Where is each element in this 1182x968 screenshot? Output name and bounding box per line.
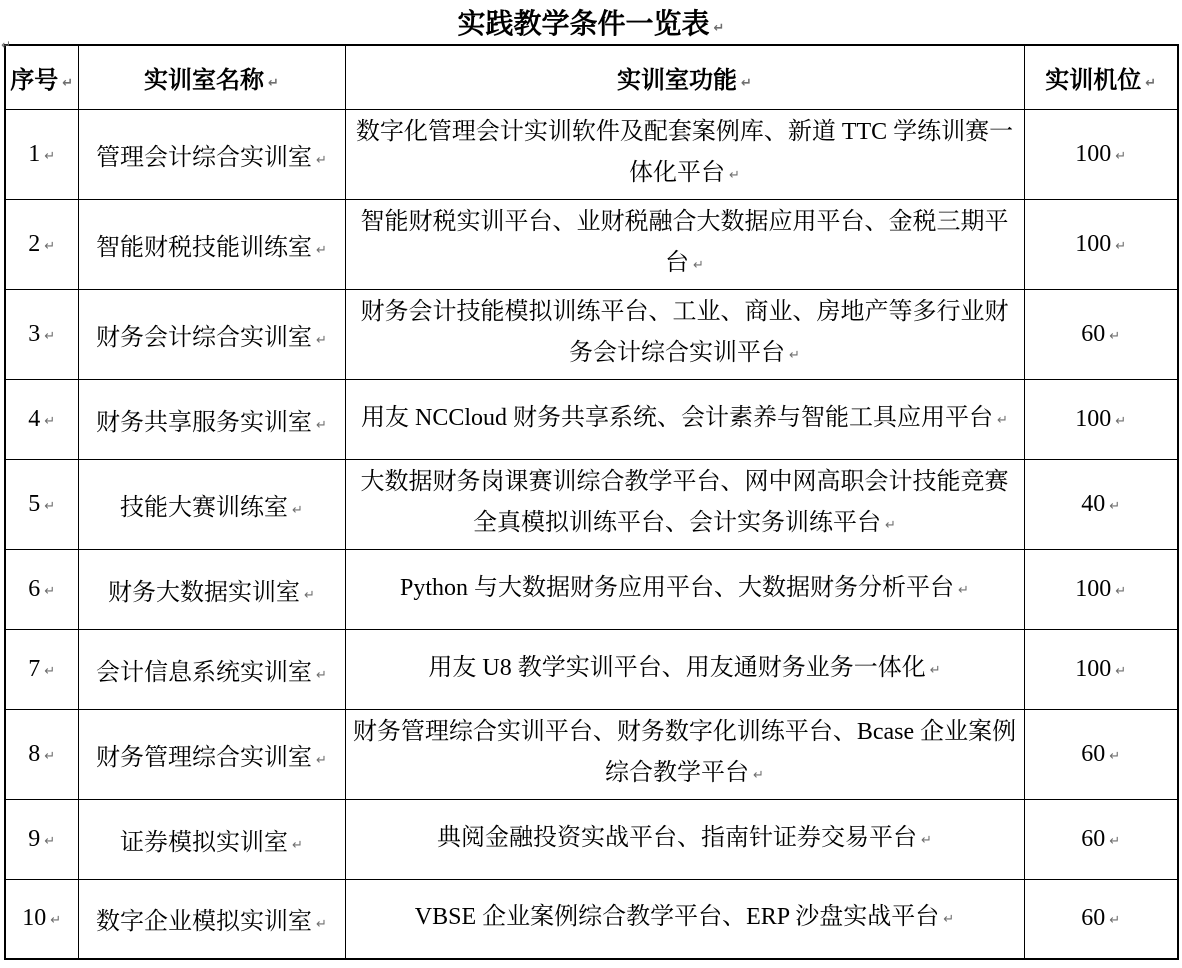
room-name: 证券模拟实训室 [120, 829, 289, 856]
paragraph-mark-icon: ↵ [50, 913, 62, 929]
paragraph-mark-icon: ↵ [943, 912, 955, 928]
room-function: 用友 NCCloud 财务共享系统、会计素养与智能工具应用平台 [361, 404, 994, 431]
room-name: 会计信息系统实训室 [96, 659, 313, 686]
room-function: 用友 U8 教学实训平台、用友通财务业务一体化 [428, 654, 926, 681]
cell-no [5, 709, 78, 799]
row-no: 10 [22, 905, 47, 932]
cell-room-name [78, 549, 345, 629]
room-name: 智能财税技能训练室 [96, 234, 313, 261]
cell-room-function [345, 459, 1024, 549]
cell-seats [1024, 379, 1178, 459]
paragraph-mark-icon: ↵ [44, 413, 56, 429]
cell-room-function [345, 799, 1024, 879]
seats-count: 40 [1081, 490, 1106, 517]
row-no: 2 [28, 230, 41, 257]
cell-seats [1024, 799, 1178, 879]
page-title [0, 0, 1182, 44]
cell-room-function [345, 879, 1024, 959]
cell-no [5, 459, 78, 549]
paragraph-mark-icon: ↵ [1115, 148, 1127, 164]
paragraph-mark-icon: ↵ [789, 348, 800, 363]
header-room-function [345, 45, 1024, 109]
paragraph-mark-icon: ↵ [44, 583, 56, 599]
table-row [5, 289, 1178, 379]
room-name: 财务管理综合实训室 [96, 744, 313, 771]
room-function: 数字化管理会计实训软件及配套案例库、新道 TTC 学练训赛一体化平台 [355, 119, 1014, 186]
paragraph-mark-icon: ↵ [741, 75, 752, 91]
cell-no [5, 549, 78, 629]
room-name: 财务会计综合实训室 [96, 324, 313, 351]
table-row [5, 379, 1178, 459]
room-name: 技能大赛训练室 [120, 494, 289, 521]
table-header-row [5, 45, 1178, 109]
paragraph-mark-icon: ↵ [44, 748, 56, 764]
table-row [5, 109, 1178, 199]
paragraph-mark-icon: ↵ [1115, 238, 1127, 254]
room-name: 财务大数据实训室 [108, 579, 301, 606]
header-room-function-label: 实训室功能 [617, 67, 738, 94]
cell-seats [1024, 629, 1178, 709]
table-row [5, 799, 1178, 879]
header-no-label: 序号 [10, 67, 59, 94]
training-rooms-table [4, 44, 1179, 960]
seats-count: 60 [1081, 905, 1106, 932]
cell-seats [1024, 879, 1178, 959]
page-title-text: 实践教学条件一览表 [457, 8, 710, 39]
cell-no [5, 289, 78, 379]
row-no: 7 [28, 655, 41, 682]
seats-count: 60 [1081, 320, 1106, 347]
paragraph-mark-icon: ↵ [44, 498, 56, 514]
seats-count: 100 [1075, 655, 1112, 682]
paragraph-mark-icon: ↵ [1, 38, 12, 52]
paragraph-mark-icon: ↵ [292, 837, 303, 853]
cell-seats [1024, 289, 1178, 379]
row-no: 4 [28, 405, 41, 432]
room-function: 智能财税实训平台、业财税融合大数据应用平台、金税三期平台 [360, 209, 1009, 276]
cell-seats [1024, 109, 1178, 199]
paragraph-mark-icon: ↵ [44, 148, 56, 164]
cell-no [5, 879, 78, 959]
paragraph-mark-icon: ↵ [316, 242, 327, 258]
row-no: 1 [28, 140, 41, 167]
cell-room-function [345, 289, 1024, 379]
cell-seats [1024, 549, 1178, 629]
paragraph-mark-icon: ↵ [62, 75, 74, 91]
cell-room-name [78, 709, 345, 799]
row-no: 3 [28, 320, 41, 347]
room-name: 管理会计综合实训室 [96, 144, 313, 171]
paragraph-mark-icon: ↵ [885, 518, 896, 533]
cell-room-function [345, 629, 1024, 709]
cell-room-name [78, 629, 345, 709]
paragraph-mark-icon: ↵ [316, 332, 327, 348]
row-no: 9 [28, 825, 41, 852]
paragraph-mark-icon: ↵ [316, 417, 327, 433]
seats-count: 100 [1075, 230, 1112, 257]
room-name: 财务共享服务实训室 [96, 409, 313, 436]
cell-no [5, 109, 78, 199]
paragraph-mark-icon: ↵ [1109, 913, 1121, 929]
paragraph-mark-icon: ↵ [958, 582, 969, 598]
room-function: Python 与大数据财务应用平台、大数据财务分析平台 [400, 574, 955, 601]
paragraph-mark-icon: ↵ [316, 152, 327, 168]
cell-room-function [345, 379, 1024, 459]
room-function: 财务会计技能模拟训练平台、工业、商业、房地产等多行业财务会计综合实训平台 [360, 299, 1009, 366]
cell-no [5, 629, 78, 709]
cell-room-function [345, 109, 1024, 199]
room-function: 典阅金融投资实战平台、指南针证券交易平台 [437, 824, 918, 851]
row-no: 6 [28, 575, 41, 602]
paragraph-mark-icon: ↵ [292, 502, 303, 518]
paragraph-mark-icon: ↵ [268, 75, 279, 91]
row-no: 5 [28, 490, 41, 517]
cell-room-name [78, 879, 345, 959]
table-row [5, 709, 1178, 799]
paragraph-mark-icon: ↵ [1109, 833, 1121, 849]
cell-room-name [78, 289, 345, 379]
cell-no [5, 379, 78, 459]
seats-count: 60 [1081, 825, 1106, 852]
header-room-name-label: 实训室名称 [144, 67, 265, 94]
header-seats [1024, 45, 1178, 109]
table-row [5, 199, 1178, 289]
cell-room-name [78, 379, 345, 459]
paragraph-mark-icon: ↵ [1115, 663, 1127, 679]
table-row [5, 629, 1178, 709]
header-room-name [78, 45, 345, 109]
paragraph-mark-icon: ↵ [1109, 498, 1121, 514]
room-function: 大数据财务岗课赛训综合教学平台、网中网高职会计技能竞赛全真模拟训练平台、会计实务训练平台 [360, 469, 1009, 536]
cell-room-name [78, 199, 345, 289]
paragraph-mark-icon: ↵ [44, 328, 56, 344]
paragraph-mark-icon: ↵ [997, 412, 1008, 428]
paragraph-mark-icon: ↵ [316, 752, 327, 768]
room-function: VBSE 企业案例综合教学平台、ERP 沙盘实战平台 [414, 904, 940, 931]
paragraph-mark-icon: ↵ [1109, 328, 1121, 344]
paragraph-mark-icon: ↵ [1115, 413, 1127, 429]
room-function: 财务管理综合实训平台、财务数字化训练平台、Bcase 企业案例综合教学平台 [352, 719, 1017, 786]
paragraph-mark-icon: ↵ [1145, 75, 1157, 91]
paragraph-mark-icon: ↵ [1109, 748, 1121, 764]
cell-room-name [78, 799, 345, 879]
cell-seats [1024, 709, 1178, 799]
paragraph-mark-icon: ↵ [44, 238, 56, 254]
paragraph-mark-icon: ↵ [316, 917, 327, 933]
cell-room-function [345, 709, 1024, 799]
header-seats-label: 实训机位 [1045, 67, 1142, 94]
table-row [5, 459, 1178, 549]
seats-count: 100 [1075, 575, 1112, 602]
paragraph-mark-icon: ↵ [729, 168, 740, 183]
cell-seats [1024, 199, 1178, 289]
paragraph-mark-icon: ↵ [693, 258, 704, 273]
header-no [5, 45, 78, 109]
paragraph-mark-icon: ↵ [753, 768, 764, 783]
paragraph-mark-icon: ↵ [713, 21, 725, 36]
paragraph-mark-icon: ↵ [44, 833, 56, 849]
paragraph-mark-icon: ↵ [921, 832, 932, 848]
cell-seats [1024, 459, 1178, 549]
cell-room-name [78, 459, 345, 549]
cell-room-name [78, 109, 345, 199]
cell-room-function [345, 549, 1024, 629]
cell-no [5, 199, 78, 289]
seats-count: 60 [1081, 740, 1106, 767]
cell-room-function [345, 199, 1024, 289]
seats-count: 100 [1075, 140, 1112, 167]
cell-no [5, 799, 78, 879]
paragraph-mark-icon: ↵ [44, 663, 56, 679]
room-name: 数字企业模拟实训室 [96, 909, 313, 936]
row-no: 8 [28, 740, 41, 767]
paragraph-mark-icon: ↵ [304, 587, 315, 603]
paragraph-mark-icon: ↵ [1115, 583, 1127, 599]
seats-count: 100 [1075, 405, 1112, 432]
table-row [5, 879, 1178, 959]
table-row [5, 549, 1178, 629]
paragraph-mark-icon: ↵ [929, 662, 941, 678]
paragraph-mark-icon: ↵ [316, 667, 327, 683]
